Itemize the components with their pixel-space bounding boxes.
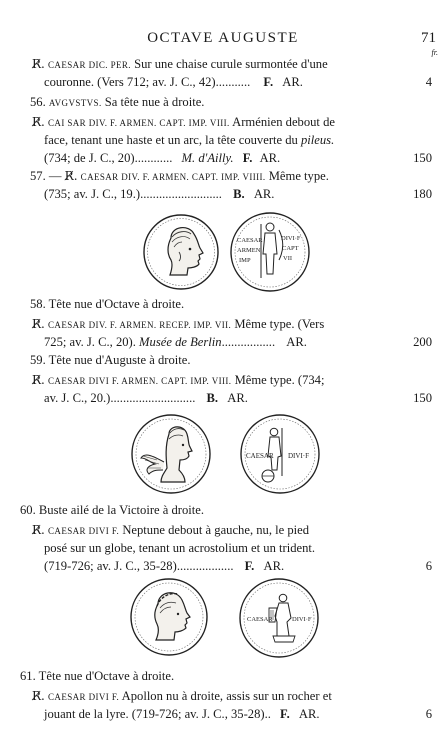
reverse-description: face, tenant une haste et un arc, la tête couverte du (44, 133, 298, 147)
entry-number: 61. (20, 669, 36, 683)
reverse-description: Sur une chaise curule surmontée d'une (134, 57, 328, 71)
reverse-description: posé sur un globe, tenant un acrostolium et un trident. (44, 541, 316, 555)
coin-legend: CAESAR DIVI F. (48, 526, 120, 536)
reverse-mark: R̸. (32, 115, 45, 129)
date-text: (719-726; av. J. C., 35-28) (44, 559, 177, 573)
obverse-description: Tête nue d'Octave à droite. (48, 297, 185, 311)
reverse-mark: R̸. (64, 169, 78, 183)
reverse-description: Même type. (734; (234, 373, 325, 387)
reverse-mark: R̸. (32, 689, 45, 703)
metal-label: AR. (253, 187, 275, 201)
price-value: 4 (425, 75, 432, 89)
obverse-description: Sa tête nue à droite. (104, 95, 205, 109)
obverse-description: Tête nue d'Auguste à droite. (48, 353, 191, 367)
reverse-mark: R̸. (32, 317, 45, 331)
metal-label: AR. (298, 707, 320, 721)
date-text: couronne. (Vers 712; av. J. C., 42). (44, 75, 219, 89)
reverse-description: Apollon nu à droite, assis sur un rocher et (121, 689, 332, 703)
metal-label: AR. (259, 151, 281, 165)
leader-dots: .. (264, 707, 271, 721)
coin-reverse-image (228, 210, 312, 294)
coin-obverse-image (128, 576, 210, 658)
date-text: (735; av. J. C., 19.) (44, 187, 141, 201)
rarity-grade: F. (242, 151, 253, 165)
rarity-grade: B. (206, 391, 219, 405)
reverse-description: Arménien debout de (232, 115, 335, 129)
leader-dots: .......... (218, 75, 251, 89)
obverse-description: Buste ailé de la Victoire à droite. (38, 503, 205, 517)
coin-inscription: DIVI·F (281, 235, 301, 242)
coin-obverse-image (141, 212, 221, 292)
coin-legend: CAESAR DIV. F. ARMEN. CAPT. IMP. VIIII. (80, 172, 266, 182)
collection-name: Musée de Berlin (139, 335, 222, 349)
metal-label: AR. (286, 335, 307, 349)
metal-label: AR. (263, 559, 285, 573)
coin-legend: CAESAR DIC. PER. (48, 60, 131, 70)
entry-number: 58. (30, 297, 46, 311)
entry-number: 57. (30, 169, 46, 183)
date-text: av. J. C., 20.) (44, 391, 111, 405)
price-value: 150 (413, 151, 432, 165)
reverse-mark: R̸. (32, 523, 45, 537)
price-value: 6 (425, 707, 432, 721)
coin-legend: CAI SAR DIV. F. ARMEN. CAPT. IMP. VIII. (48, 118, 230, 128)
leader-dots: ............ (134, 151, 173, 165)
page-number: 71 (421, 30, 436, 46)
price-value: 150 (413, 391, 432, 405)
entry-number: 60. (20, 503, 36, 517)
coin-inscription: CAESAR (237, 237, 263, 244)
rarity-grade: F. (263, 75, 274, 89)
entry-number: 56. (30, 95, 46, 109)
metal-label: AR. (227, 391, 248, 405)
obverse-description: Tête nue d'Octave à droite. (38, 669, 175, 683)
reverse-mark: R̸. (32, 57, 45, 71)
coin-inscription: ARMEN (237, 247, 261, 254)
date-text: 725; av. J. C., 20). (44, 335, 136, 349)
reverse-description: Même type. (268, 169, 329, 183)
coin-inscription: VII (283, 255, 293, 262)
coin-reverse-image (238, 412, 322, 496)
date-text: (734; de J. C., 20) (44, 151, 135, 165)
coin-inscription: DIVI·F (292, 616, 312, 623)
leader-dots: ................. (221, 335, 276, 349)
leader-dots: ........................... (110, 391, 196, 405)
rarity-grade: F. (280, 707, 290, 721)
date-text: jouant de la lyre. (719-726; av. J. C., 35-28) (44, 707, 265, 721)
rarity-grade: F. (244, 559, 255, 573)
ditto-dash: — (48, 169, 62, 183)
price-value: 200 (413, 335, 432, 349)
coin-inscription: IMP (239, 257, 251, 264)
coin-legend: CAESAR DIVI F. (48, 692, 120, 702)
reverse-description: Neptune debout à gauche, nu, le pied (122, 523, 310, 537)
metal-label: AR. (282, 75, 303, 89)
rarity-grade: B. (233, 187, 245, 201)
coin-reverse-image (237, 576, 321, 660)
price-value: 6 (425, 559, 432, 573)
price-value: 180 (413, 187, 432, 201)
coin-obverse-image (129, 412, 213, 496)
coin-inscription: DIVI·F (288, 452, 309, 460)
coin-inscription: CAESAR (246, 452, 274, 460)
reverse-description: Même type. (Vers (234, 317, 325, 331)
italic-term: pileus. (301, 133, 335, 147)
running-head: OCTAVE AUGUSTE (147, 30, 299, 46)
reverse-mark: R̸. (32, 373, 45, 387)
leader-dots: .......................... (140, 187, 222, 201)
collection-name: M. d'Ailly. (181, 151, 234, 165)
coin-legend: CAESAR DIVI F. ARMEN. CAPT. IMP. VIII. (48, 376, 232, 386)
coin-legend: CAESAR DIV. F. ARMEN. RECEP. IMP. VII. (48, 320, 232, 330)
coin-inscription: CAPT (282, 245, 299, 252)
franc-column-label: fr. (431, 48, 438, 57)
coin-legend: AVGVSTVS. (48, 98, 102, 108)
leader-dots: .................. (176, 559, 234, 573)
entry-number: 59. (30, 353, 46, 367)
coin-inscription: CAESAR (247, 616, 273, 623)
